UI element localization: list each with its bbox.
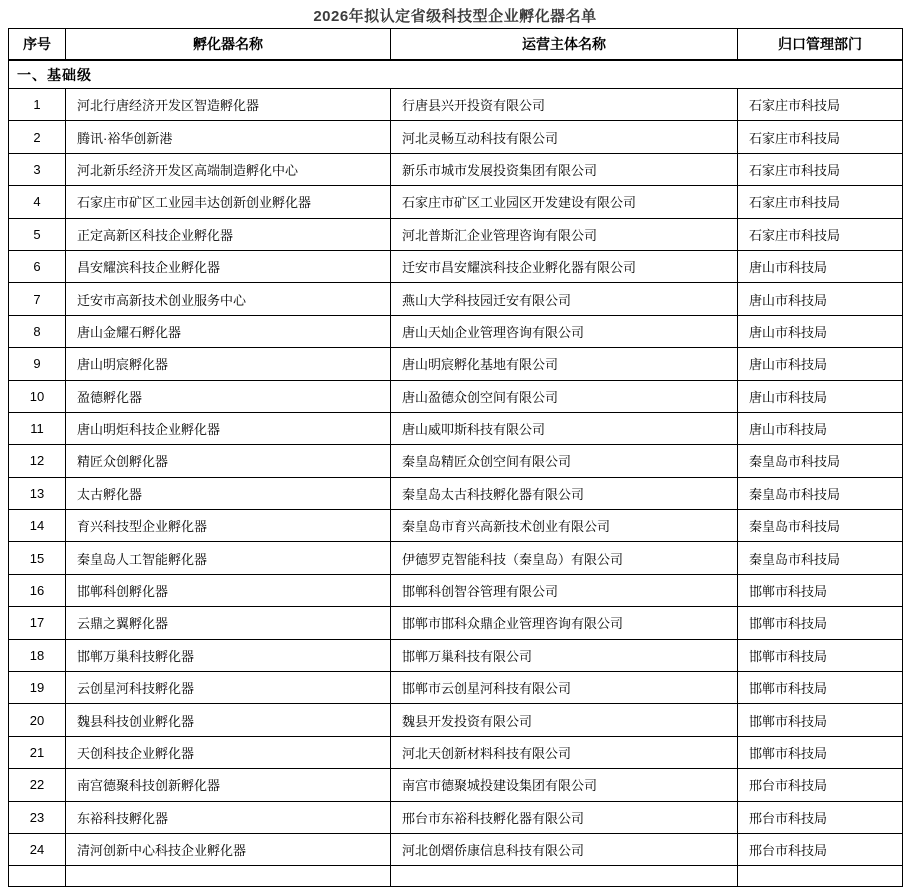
table-row xyxy=(9,769,903,801)
department-cell: 石家庄市科技局 xyxy=(738,186,903,218)
row-number-cell: 17 xyxy=(9,607,66,639)
row-number-cell: 22 xyxy=(9,769,66,801)
row-number-cell: 10 xyxy=(9,380,66,412)
operator-name-cell: 邯郸科创智谷管理有限公司 xyxy=(391,574,738,606)
operator-name-cell: 唐山明宸孵化基地有限公司 xyxy=(391,348,738,380)
table-row xyxy=(9,218,903,250)
table-row xyxy=(9,153,903,185)
operator-name-cell: 秦皇岛精匠众创空间有限公司 xyxy=(391,445,738,477)
column-header-department: 归口管理部门 xyxy=(738,29,903,61)
incubator-name-cell: 昌安耀滨科技企业孵化器 xyxy=(66,250,391,282)
row-number-cell: 9 xyxy=(9,348,66,380)
column-header-operator-name: 运营主体名称 xyxy=(391,29,738,61)
row-number-cell: 7 xyxy=(9,283,66,315)
table-row xyxy=(9,477,903,509)
operator-name-cell: 秦皇岛太古科技孵化器有限公司 xyxy=(391,477,738,509)
row-number-cell: 11 xyxy=(9,412,66,444)
incubator-name-cell: 河北新乐经济开发区高端制造孵化中心 xyxy=(66,153,391,185)
table-row xyxy=(9,574,903,606)
department-cell: 唐山市科技局 xyxy=(738,348,903,380)
department-cell: 秦皇岛市科技局 xyxy=(738,445,903,477)
row-number-cell: 4 xyxy=(9,186,66,218)
row-number-cell: 2 xyxy=(9,121,66,153)
section-header-row xyxy=(9,60,903,89)
table-row xyxy=(9,607,903,639)
operator-name-cell: 行唐县兴开投资有限公司 xyxy=(391,89,738,121)
incubator-name-cell: 东裕科技孵化器 xyxy=(66,801,391,833)
operator-name-cell: 魏县开发投资有限公司 xyxy=(391,704,738,736)
row-number-cell: 1 xyxy=(9,89,66,121)
table-row xyxy=(9,704,903,736)
column-header-seq: 序号 xyxy=(9,29,66,61)
operator-name-cell: 河北灵畅互动科技有限公司 xyxy=(391,121,738,153)
department-cell: 邯郸市科技局 xyxy=(738,574,903,606)
table-row xyxy=(9,801,903,833)
department-cell: 秦皇岛市科技局 xyxy=(738,477,903,509)
incubator-name-cell: 南宫德聚科技创新孵化器 xyxy=(66,769,391,801)
row-number-cell: 14 xyxy=(9,510,66,542)
operator-name-cell: 秦皇岛市育兴高新技术创业有限公司 xyxy=(391,510,738,542)
incubator-name-cell: 育兴科技型企业孵化器 xyxy=(66,510,391,542)
incubator-name-cell: 精匠众创孵化器 xyxy=(66,445,391,477)
operator-name-cell: 迁安市昌安耀滨科技企业孵化器有限公司 xyxy=(391,250,738,282)
operator-name-cell: 邯郸市云创星河科技有限公司 xyxy=(391,672,738,704)
row-number-cell: 23 xyxy=(9,801,66,833)
department-cell: 邯郸市科技局 xyxy=(738,607,903,639)
table-row xyxy=(9,445,903,477)
operator-name-cell: 唐山天灿企业管理咨询有限公司 xyxy=(391,315,738,347)
table-row xyxy=(9,315,903,347)
row-number-cell: 5 xyxy=(9,218,66,250)
department-cell: 秦皇岛市科技局 xyxy=(738,542,903,574)
department-cell: 邯郸市科技局 xyxy=(738,704,903,736)
department-cell: 邯郸市科技局 xyxy=(738,672,903,704)
incubator-name-cell: 天创科技企业孵化器 xyxy=(66,736,391,768)
incubator-name-cell: 正定高新区科技企业孵化器 xyxy=(66,218,391,250)
table-row xyxy=(9,510,903,542)
department-cell: 邢台市科技局 xyxy=(738,833,903,865)
empty-cell xyxy=(9,866,66,887)
incubator-name-cell: 河北行唐经济开发区智造孵化器 xyxy=(66,89,391,121)
incubator-name-cell: 腾讯·裕华创新港 xyxy=(66,121,391,153)
operator-name-cell: 唐山威叩斯科技有限公司 xyxy=(391,412,738,444)
table-row xyxy=(9,736,903,768)
table-row xyxy=(9,250,903,282)
operator-name-cell: 河北创熠侨康信息科技有限公司 xyxy=(391,833,738,865)
page-title: 2026年拟认定省级科技型企业孵化器名单 xyxy=(313,8,597,25)
operator-name-cell: 邢台市东裕科技孵化器有限公司 xyxy=(391,801,738,833)
incubator-name-cell: 太古孵化器 xyxy=(66,477,391,509)
row-number-cell: 15 xyxy=(9,542,66,574)
table-row xyxy=(9,542,903,574)
table-row xyxy=(9,639,903,671)
incubator-name-cell: 云鼎之翼孵化器 xyxy=(66,607,391,639)
department-cell: 石家庄市科技局 xyxy=(738,89,903,121)
table-row xyxy=(9,833,903,865)
table-row xyxy=(9,283,903,315)
row-number-cell: 12 xyxy=(9,445,66,477)
incubator-name-cell: 邯郸科创孵化器 xyxy=(66,574,391,606)
operator-name-cell: 邯郸万巢科技有限公司 xyxy=(391,639,738,671)
department-cell: 石家庄市科技局 xyxy=(738,121,903,153)
operator-name-cell: 南宫市德聚城投建设集团有限公司 xyxy=(391,769,738,801)
incubator-name-cell: 唐山明宸孵化器 xyxy=(66,348,391,380)
department-cell: 石家庄市科技局 xyxy=(738,153,903,185)
department-cell: 唐山市科技局 xyxy=(738,283,903,315)
incubator-table xyxy=(8,28,903,887)
partial-next-row xyxy=(9,866,903,887)
row-number-cell: 21 xyxy=(9,736,66,768)
department-cell: 邯郸市科技局 xyxy=(738,639,903,671)
operator-name-cell: 唐山盈德众创空间有限公司 xyxy=(391,380,738,412)
department-cell: 邯郸市科技局 xyxy=(738,736,903,768)
empty-cell xyxy=(391,866,738,887)
table-row xyxy=(9,412,903,444)
operator-name-cell: 邯郸市邯科众鼎企业管理咨询有限公司 xyxy=(391,607,738,639)
incubator-name-cell: 唐山明炬科技企业孵化器 xyxy=(66,412,391,444)
row-number-cell: 13 xyxy=(9,477,66,509)
column-header-incubator-name: 孵化器名称 xyxy=(66,29,391,61)
incubator-name-cell: 唐山金耀石孵化器 xyxy=(66,315,391,347)
incubator-name-cell: 石家庄市矿区工业园丰达创新创业孵化器 xyxy=(66,186,391,218)
incubator-name-cell: 邯郸万巢科技孵化器 xyxy=(66,639,391,671)
department-cell: 唐山市科技局 xyxy=(738,380,903,412)
incubator-name-cell: 魏县科技创业孵化器 xyxy=(66,704,391,736)
row-number-cell: 3 xyxy=(9,153,66,185)
table-row xyxy=(9,121,903,153)
row-number-cell: 20 xyxy=(9,704,66,736)
department-cell: 石家庄市科技局 xyxy=(738,218,903,250)
row-number-cell: 24 xyxy=(9,833,66,865)
operator-name-cell: 新乐市城市发展投资集团有限公司 xyxy=(391,153,738,185)
operator-name-cell: 石家庄市矿区工业园区开发建设有限公司 xyxy=(391,186,738,218)
department-cell: 邢台市科技局 xyxy=(738,769,903,801)
operator-name-cell: 燕山大学科技园迁安有限公司 xyxy=(391,283,738,315)
row-number-cell: 8 xyxy=(9,315,66,347)
table-row xyxy=(9,89,903,121)
incubator-name-cell: 迁安市高新技术创业服务中心 xyxy=(66,283,391,315)
department-cell: 秦皇岛市科技局 xyxy=(738,510,903,542)
table-row xyxy=(9,348,903,380)
table-row xyxy=(9,380,903,412)
department-cell: 邢台市科技局 xyxy=(738,801,903,833)
incubator-name-cell: 秦皇岛人工智能孵化器 xyxy=(66,542,391,574)
table-row xyxy=(9,186,903,218)
row-number-cell: 6 xyxy=(9,250,66,282)
row-number-cell: 18 xyxy=(9,639,66,671)
operator-name-cell: 河北天创新材料科技有限公司 xyxy=(391,736,738,768)
incubator-name-cell: 清河创新中心科技企业孵化器 xyxy=(66,833,391,865)
empty-cell xyxy=(738,866,903,887)
row-number-cell: 19 xyxy=(9,672,66,704)
incubator-name-cell: 云创星河科技孵化器 xyxy=(66,672,391,704)
table-row xyxy=(9,672,903,704)
row-number-cell: 16 xyxy=(9,574,66,606)
operator-name-cell: 伊德罗克智能科技（秦皇岛）有限公司 xyxy=(391,542,738,574)
incubator-name-cell: 盈德孵化器 xyxy=(66,380,391,412)
department-cell: 唐山市科技局 xyxy=(738,315,903,347)
table-header-row xyxy=(9,29,903,61)
empty-cell xyxy=(66,866,391,887)
department-cell: 唐山市科技局 xyxy=(738,250,903,282)
department-cell: 唐山市科技局 xyxy=(738,412,903,444)
operator-name-cell: 河北普斯汇企业管理咨询有限公司 xyxy=(391,218,738,250)
section-title: 一、基础级 xyxy=(9,60,903,89)
